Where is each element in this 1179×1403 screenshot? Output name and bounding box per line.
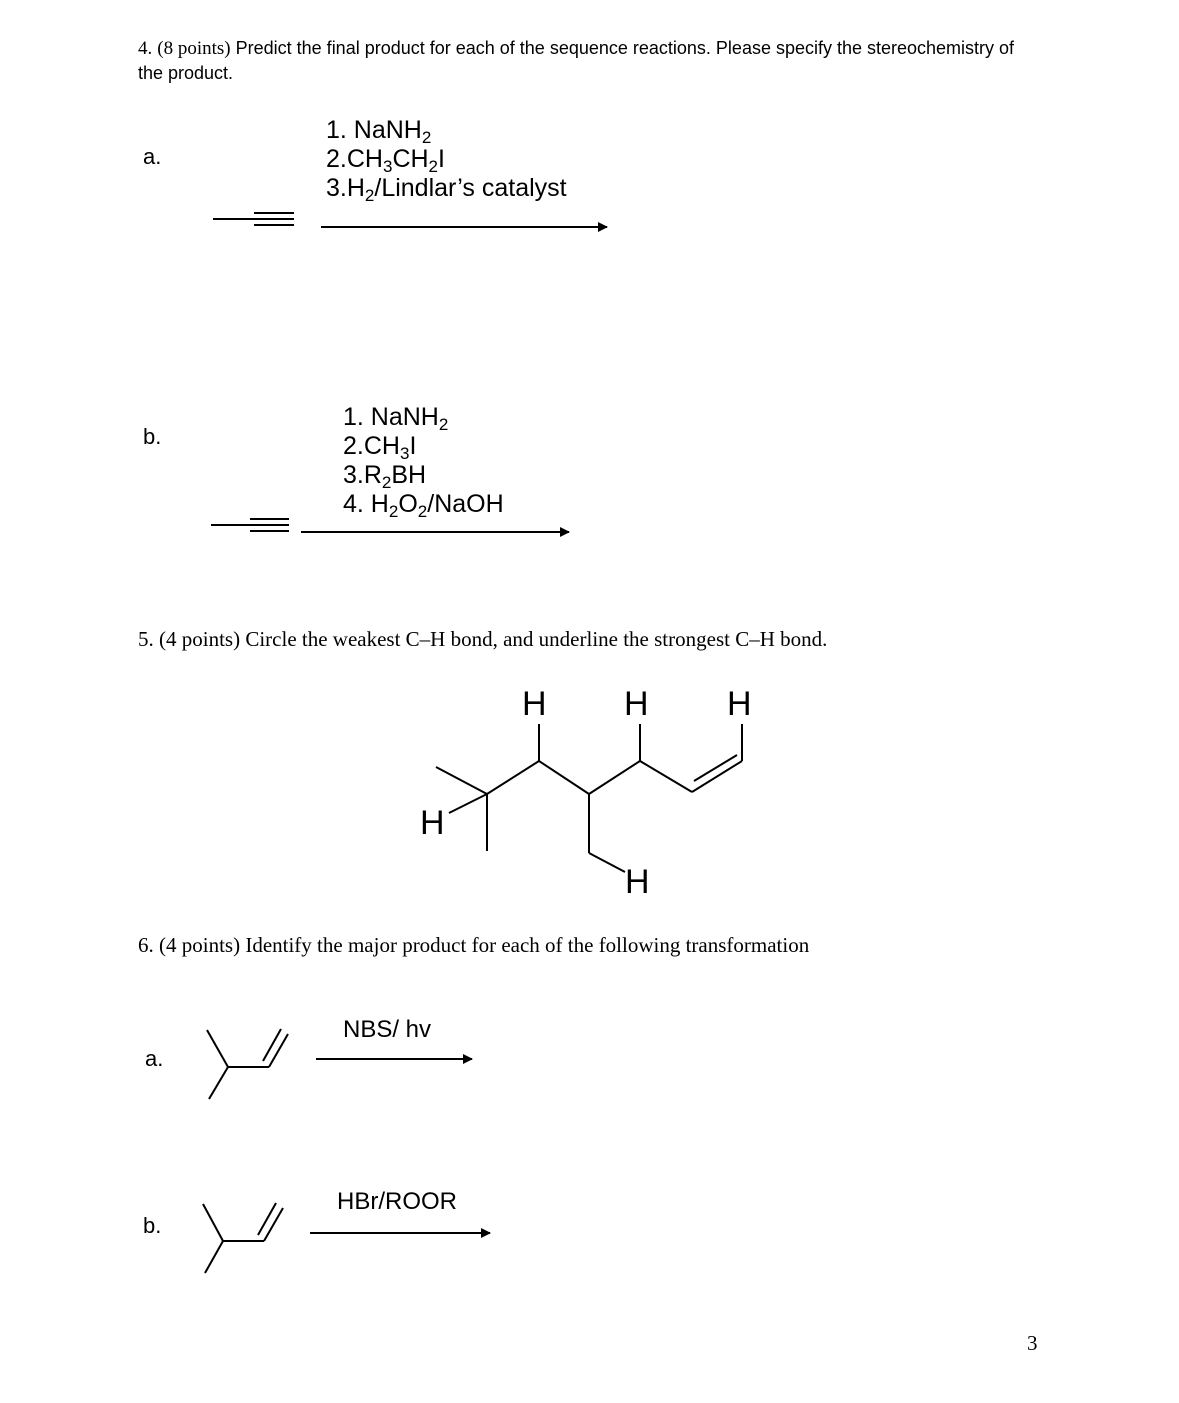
molecule-4a-alkyne xyxy=(213,213,294,225)
molecule-4b-alkyne xyxy=(211,519,289,531)
reagent-4b-step3: $3.R_2BH$ xyxy=(343,461,427,492)
question-4-points: (8 points) xyxy=(157,38,231,59)
molecule-6b xyxy=(203,1203,283,1273)
page-number: 3 xyxy=(1027,1331,1038,1355)
question-4-number: 4. xyxy=(138,38,153,59)
molecule-6a xyxy=(207,1029,288,1099)
reagent-6a: NBS/ hv xyxy=(343,1016,432,1043)
atom-h-left: H xyxy=(420,804,445,842)
reagent-4b-step2: $2.CH_3I$ xyxy=(343,432,417,463)
atom-h-top-middle: H xyxy=(624,685,649,723)
question-5-text: 5. (4 points) Circle the weakest C–H bond, and underline the strongest C–H bond. xyxy=(138,627,828,651)
reagent-4a-step2: $2.CH_3CH_2I$ xyxy=(326,145,445,176)
atom-h-bottom: H xyxy=(625,863,650,901)
question-6-text: 6. (4 points) Identify the major product for each of the following transformation xyxy=(138,933,810,957)
reagent-6b: HBr/ROOR xyxy=(337,1188,457,1215)
question-4-instructions: Predict the final product for each of the sequence reactions. Please specify the stereochemistry of the product. xyxy=(138,38,1015,83)
atom-h-top-right: H xyxy=(727,685,752,723)
part-6b-label: b. xyxy=(143,1213,162,1238)
reagent-4b-step4: 4. $H_2O_2$/NaOH xyxy=(343,490,504,521)
reagent-4a-step1: 1. NaNH$_2$ xyxy=(326,116,432,147)
part-6a-label: a. xyxy=(145,1046,164,1071)
part-4b-label: b. xyxy=(143,424,162,449)
reagent-4a-step3: $3.H_2/Lindlar’s$ catalyst xyxy=(326,174,567,205)
molecule-q5 xyxy=(436,724,742,872)
atom-h-top-left: H xyxy=(522,685,547,723)
reagent-4b-step1: 1. NaNH$_2$ xyxy=(343,403,449,434)
part-4a-label: a. xyxy=(143,144,162,169)
